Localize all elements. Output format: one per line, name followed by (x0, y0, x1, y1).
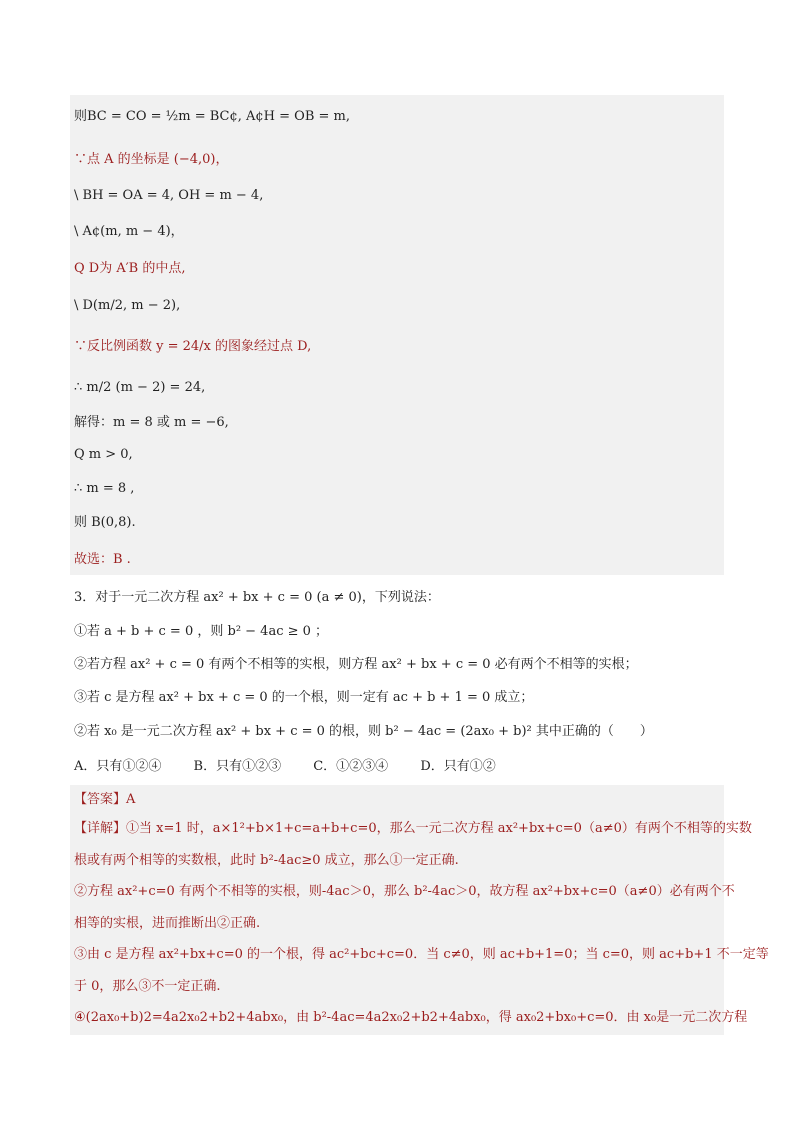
detail-line-2: 根或有两个相等的实数根，此时 b²-4ac≥0 成立，那么①一定正确. (74, 853, 459, 868)
solution-line-7: ∵反比例函数 y = 24/x 的图象经过点 D, (74, 339, 312, 354)
solution-line-5: Q D为 A′B 的中点, (74, 261, 186, 276)
option-b: B．只有①②③ (193, 759, 282, 774)
solution-line-8: ∴ m/2 (m − 2) = 24, (74, 380, 206, 395)
question-stem: 3．对于一元二次方程 ax² + bx + c = 0 (a ≠ 0)，下列说法： (74, 590, 440, 605)
detail-line-1: 【详解】①当 x=1 时，a×1²+b×1+c=a+b+c=0，那么一元二次方程 ax²+bx+c=0（a≠0）有两个不相等的实数 (74, 821, 752, 836)
solution-line-2: ∵点 A 的坐标是 (−4,0)， (74, 152, 229, 167)
detail-line-5: ③由 c 是方程 ax²+bx+c=0 的一个根，得 ac²+bc+c=0．当 c≠0，则 ac+b+1=0；当 c=0，则 ac+b+1 不一定等 (74, 947, 769, 962)
option-d: D．只有①② (420, 759, 496, 774)
answer-label: 【答案】A (74, 792, 136, 807)
solution-line-1: 则BC = CO = ½m = BC¢, A¢H = OB = m, (74, 109, 351, 124)
question-item-4: ②若 x₀ 是一元二次方程 ax² + bx + c = 0 的根，则 b² − 4ac = (2ax₀ + b)² 其中正确的（ ） (74, 724, 653, 739)
solution-line-13: 故选：B . (74, 552, 131, 567)
solution-line-11: ∴ m = 8 , (74, 481, 135, 496)
solution-line-4: \ A¢(m, m − 4)， (74, 224, 184, 239)
option-c: C．①②③④ (313, 759, 389, 774)
question-item-2: ②若方程 ax² + c = 0 有两个不相等的实根，则方程 ax² + bx + c = 0 必有两个不相等的实根； (74, 657, 638, 672)
solution-line-12: 则 B(0,8). (74, 515, 136, 530)
solution-line-10: Q m > 0, (74, 447, 133, 462)
option-a: A．只有①②④ (74, 759, 162, 774)
detail-line-3: ②方程 ax²+c=0 有两个不相等的实根，则-4ac＞0，那么 b²-4ac＞0，故方程 ax²+bx+c=0（a≠0）必有两个不 (74, 884, 735, 899)
question-item-3: ③若 c 是方程 ax² + bx + c = 0 的一个根，则一定有 ac + b + 1 = 0 成立； (74, 690, 534, 705)
detail-line-4: 相等的实根，进而推断出②正确. (74, 916, 261, 931)
detail-line-6: 于 0，那么③不一定正确. (74, 979, 221, 994)
answer-options (74, 758, 524, 776)
solution-line-6: \ D(m/2, m − 2), (74, 298, 181, 313)
solution-line-9: 解得：m = 8 或 m = −6, (74, 415, 229, 430)
question-item-1: ①若 a + b + c = 0 ，则 b² − 4ac ≥ 0 ； (74, 624, 329, 639)
solution-line-3: \ BH = OA = 4, OH = m − 4, (74, 188, 264, 203)
detail-line-7: ④(2ax₀+b)2=4a2x₀2+b2+4abx₀，由 b²-4ac=4a2x₀2+b2+4abx₀，得 ax₀2+bx₀+c=0．由 x₀是一元二次方程 (74, 1010, 748, 1025)
